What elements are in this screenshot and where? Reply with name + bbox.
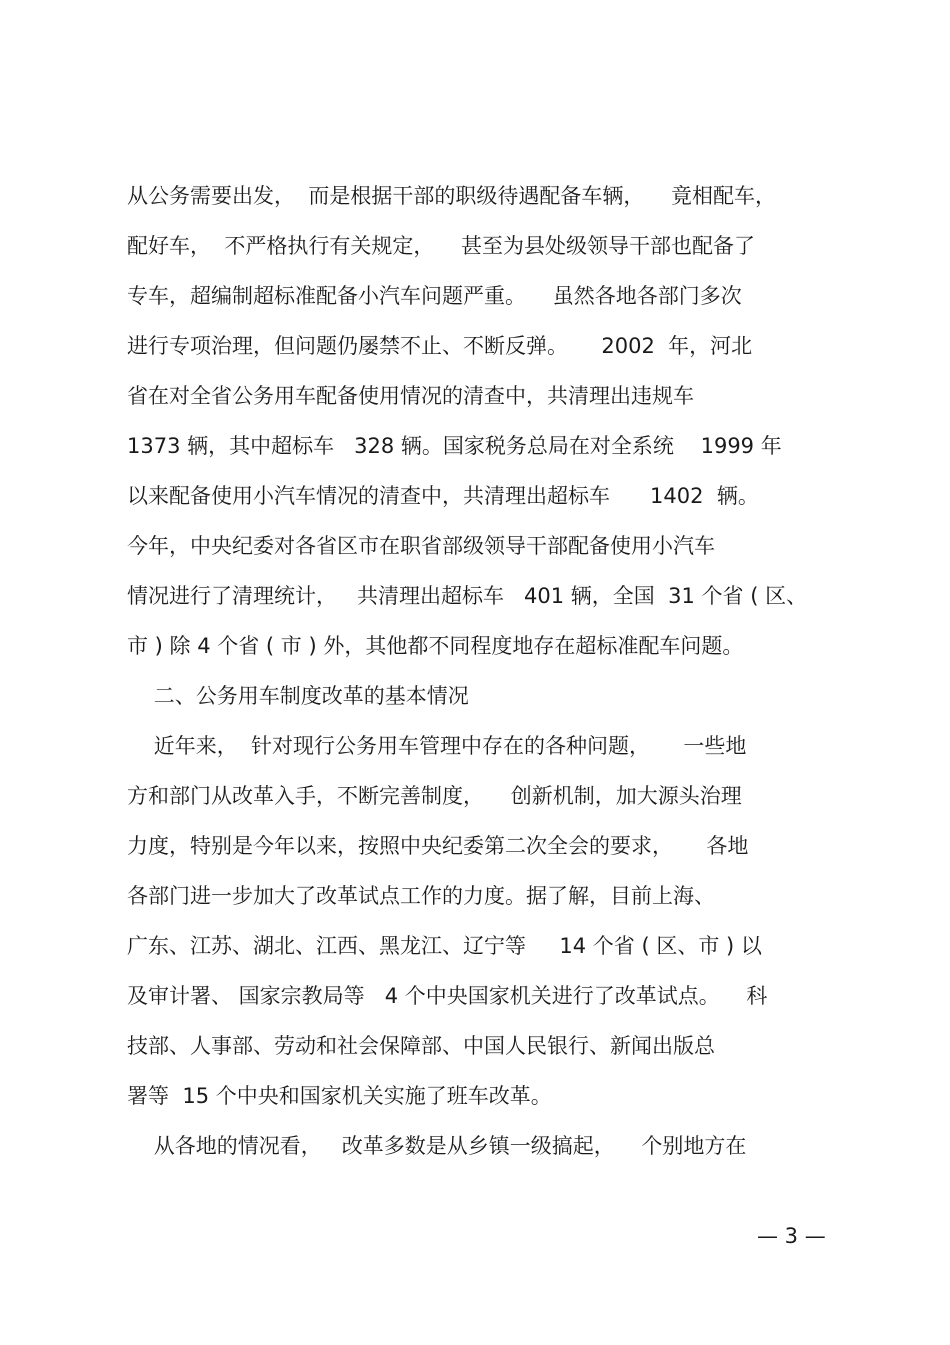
text-line: 从各地的情况看， 改革多数是从乡镇一级搞起， 个别地方在 xyxy=(127,1134,747,1158)
text-line: 各部门进一步加大了改革试点工作的力度。据了解，目前上海、 xyxy=(127,884,715,908)
text-line: 配好车， 不严格执行有关规定， 甚至为县处级领导干部也配备了 xyxy=(127,234,756,258)
text-line: 专车，超编制超标准配备小汽车问题严重。 虽然各地各部门多次 xyxy=(127,284,742,308)
text-line: 技部、人事部、劳动和社会保障部、中国人民银行、新闻出版总 xyxy=(127,1034,715,1058)
text-line: 以来配备使用小汽车情况的清查中，共清理出超标车 1402 辆。 xyxy=(127,484,759,508)
text-line: 情况进行了清理统计， 共清理出超标车 401 辆，全国 31 个省 ( 区、 xyxy=(127,584,808,608)
text-line: 市 ) 除 4 个省 ( 市 ) 外，其他都不同程度地存在超标准配车问题。 xyxy=(127,634,744,658)
text-line: 力度，特别是今年以来，按照中央纪委第二次全会的要求， 各地 xyxy=(127,834,749,858)
text-line: 广东、江苏、湖北、江西、黑龙江、辽宁等 14 个省 ( 区、市 ) 以 xyxy=(127,934,762,958)
page-number: — 3 — xyxy=(757,1224,826,1248)
text-line: 省在对全省公务用车配备使用情况的清查中，共清理出违规车 xyxy=(127,384,694,408)
text-line: 方和部门从改革入手，不断完善制度， 创新机制，加大源头治理 xyxy=(127,784,742,808)
section-heading: 二、公务用车制度改革的基本情况 xyxy=(127,684,469,708)
text-line: 署等 15 个中央和国家机关实施了班车改革。 xyxy=(127,1084,552,1108)
text-line: 近年来， 针对现行公务用车管理中存在的各种问题， 一些地 xyxy=(127,734,747,758)
text-line: 今年，中央纪委对各省区市在职省部级领导干部配备使用小汽车 xyxy=(127,534,715,558)
text-line: 1373 辆，其中超标车 328 辆。国家税务总局在对全系统 1999 年 xyxy=(127,434,782,458)
text-line: 及审计署、 国家宗教局等 4 个中央国家机关进行了改革试点。 科 xyxy=(127,984,768,1008)
text-line: 进行专项治理，但问题仍屡禁不止、不断反弹。 2002 年，河北 xyxy=(127,334,753,358)
text-line: 从公务需要出发， 而是根据干部的职级待遇配备车辆， 竟相配车， xyxy=(127,184,777,208)
